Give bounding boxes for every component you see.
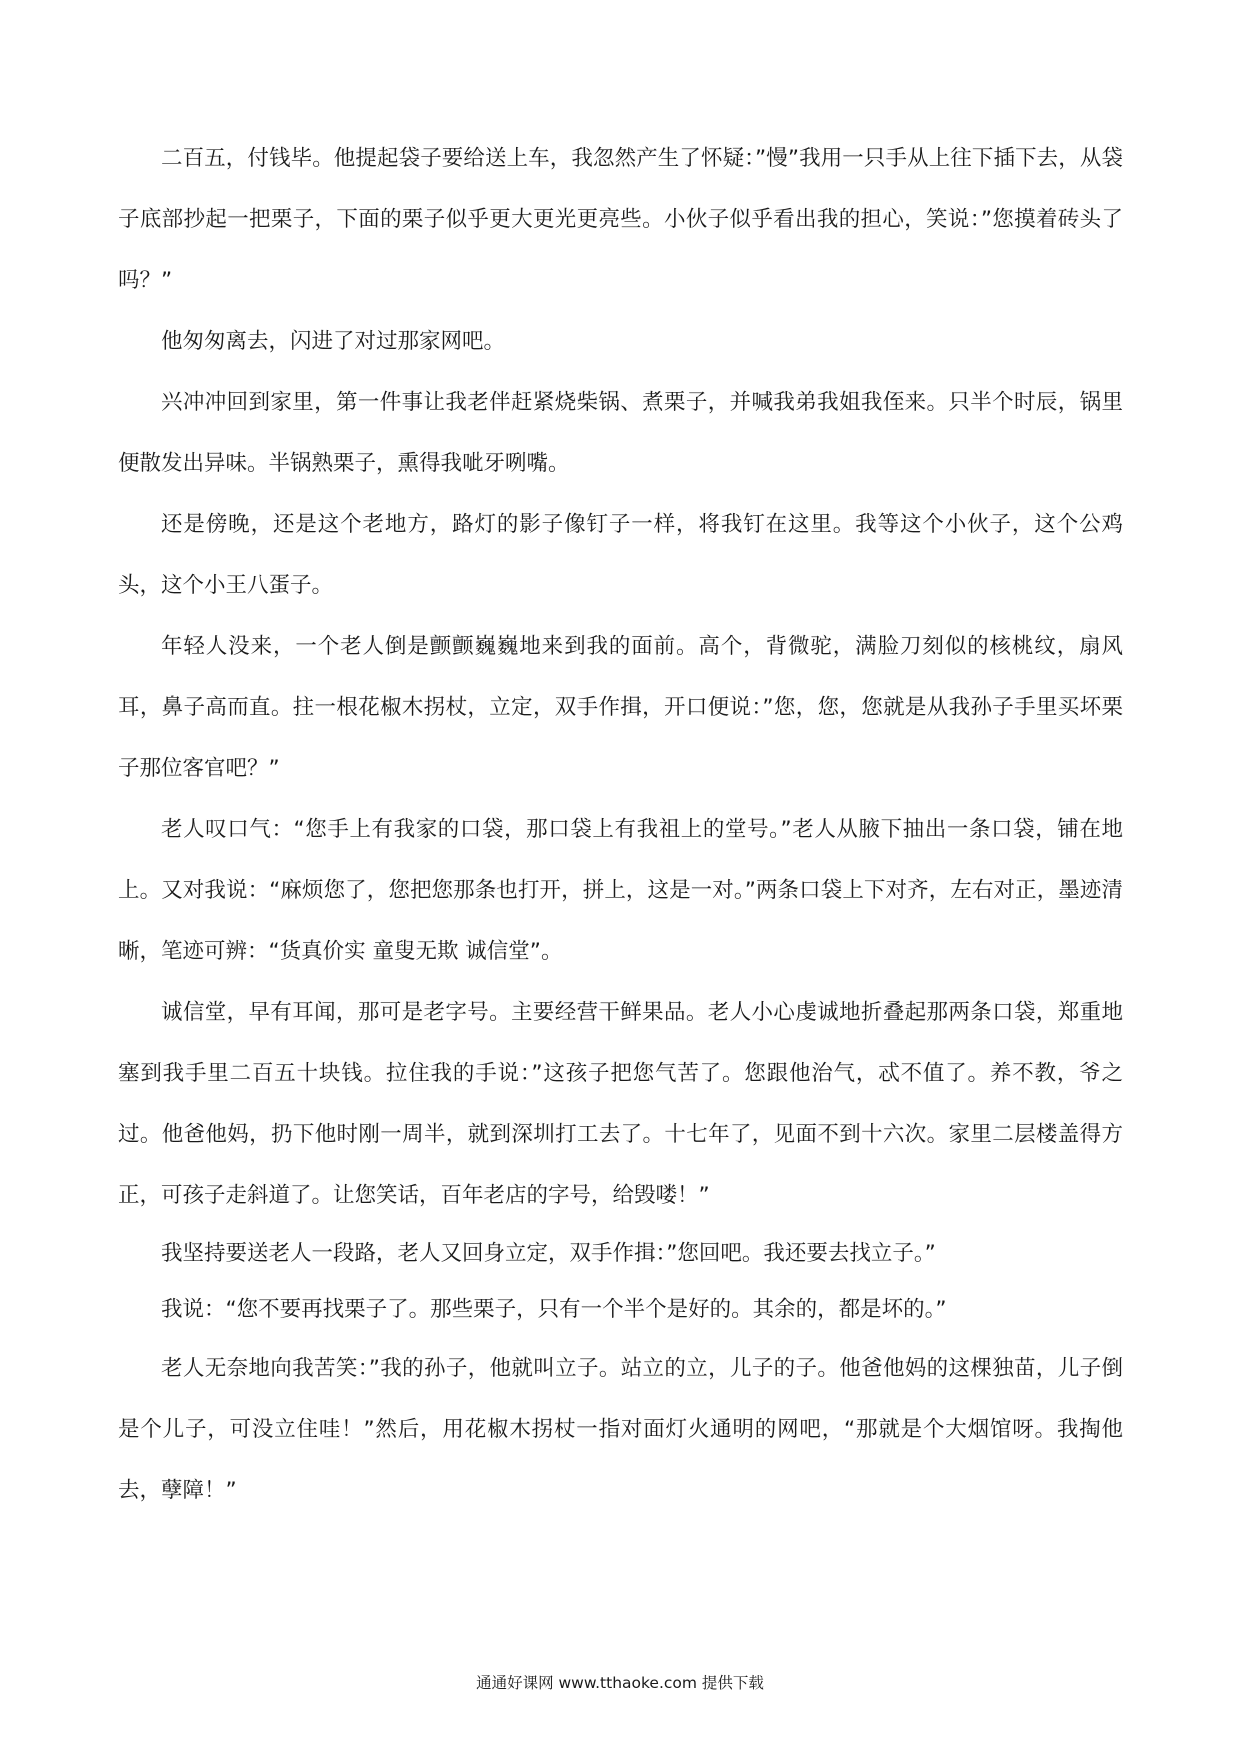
paragraph: 老人无奈地向我苦笑：”我的孙子，他就叫立子。站立的立，儿子的子。他爸他妈的这棵独苗，儿子倒是个儿子，可没立住哇！”然后，用花椒木拐杖一指对面灯火通明的网吧，“那就是个大烟馆呀。我掏他去，孽障！”	[118, 1356, 1123, 1503]
paragraph: 他匆匆离去，闪进了对过那家网吧。	[161, 329, 506, 354]
paragraph: 还是傍晚，还是这个老地方，路灯的影子像钉子一样，将我钉在这里。我等这个小伙子，这个公鸡头，这个小王八蛋子。	[118, 512, 1123, 598]
page-footer: 通通好课网 www.tthaoke.com 提供下载	[476, 1674, 764, 1692]
story-text	[118, 128, 1123, 1521]
paragraph: 我坚持要送老人一段路，老人又回身立定，双手作揖：”您回吧。我还要去找立子。”	[161, 1241, 936, 1266]
paragraph: 老人叹口气：“您手上有我家的口袋，那口袋上有我祖上的堂号。”老人从腋下抽出一条口袋，铺在地上。又对我说：“麻烦您了，您把您那条也打开，拼上，这是一对。”两条口袋上下对齐，左右对正，墨迹清晰，笔迹可辨：“货真价实 童叟无欺 诚信堂”。	[118, 817, 1123, 964]
paragraph: 我说：“您不要再找栗子了。那些栗子，只有一个半个是好的。其余的，都是坏的。”	[161, 1297, 947, 1322]
paragraph: 诚信堂，早有耳闻，那可是老字号。主要经营干鲜果品。老人小心虔诚地折叠起那两条口袋，郑重地塞到我手里二百五十块钱。拉住我的手说：”这孩子把您气苦了。您跟他治气，忒不值了。养不教，爷之过。他爸他妈，扔下他时刚一周半，就到深圳打工去了。十七年了，见面不到十六次。家里二层楼盖得方正，可孩子走斜道了。让您笑话，百年老店的字号，给毁喽！”	[118, 1000, 1123, 1208]
paragraph: 年轻人没来，一个老人倒是颤颤巍巍地来到我的面前。高个，背微驼，满脸刀刻似的核桃纹，扇风耳，鼻子高而直。拄一根花椒木拐杖，立定，双手作揖，开口便说：”您，您，您就是从我孙子手里买坏栗子那位客官吧？”	[118, 634, 1123, 781]
paragraph: 二百五，付钱毕。他提起袋子要给送上车，我忽然产生了怀疑：”慢”我用一只手从上往下插下去，从袋子底部抄起一把栗子，下面的栗子似乎更大更光更亮些。小伙子似乎看出我的担心，笑说：”您摸着砖头了吗？”	[118, 146, 1123, 293]
paragraph: 兴冲冲回到家里，第一件事让我老伴赶紧烧柴锅、煮栗子，并喊我弟我姐我侄来。只半个时辰，锅里便散发出异味。半锅熟栗子，熏得我呲牙咧嘴。	[118, 390, 1123, 476]
